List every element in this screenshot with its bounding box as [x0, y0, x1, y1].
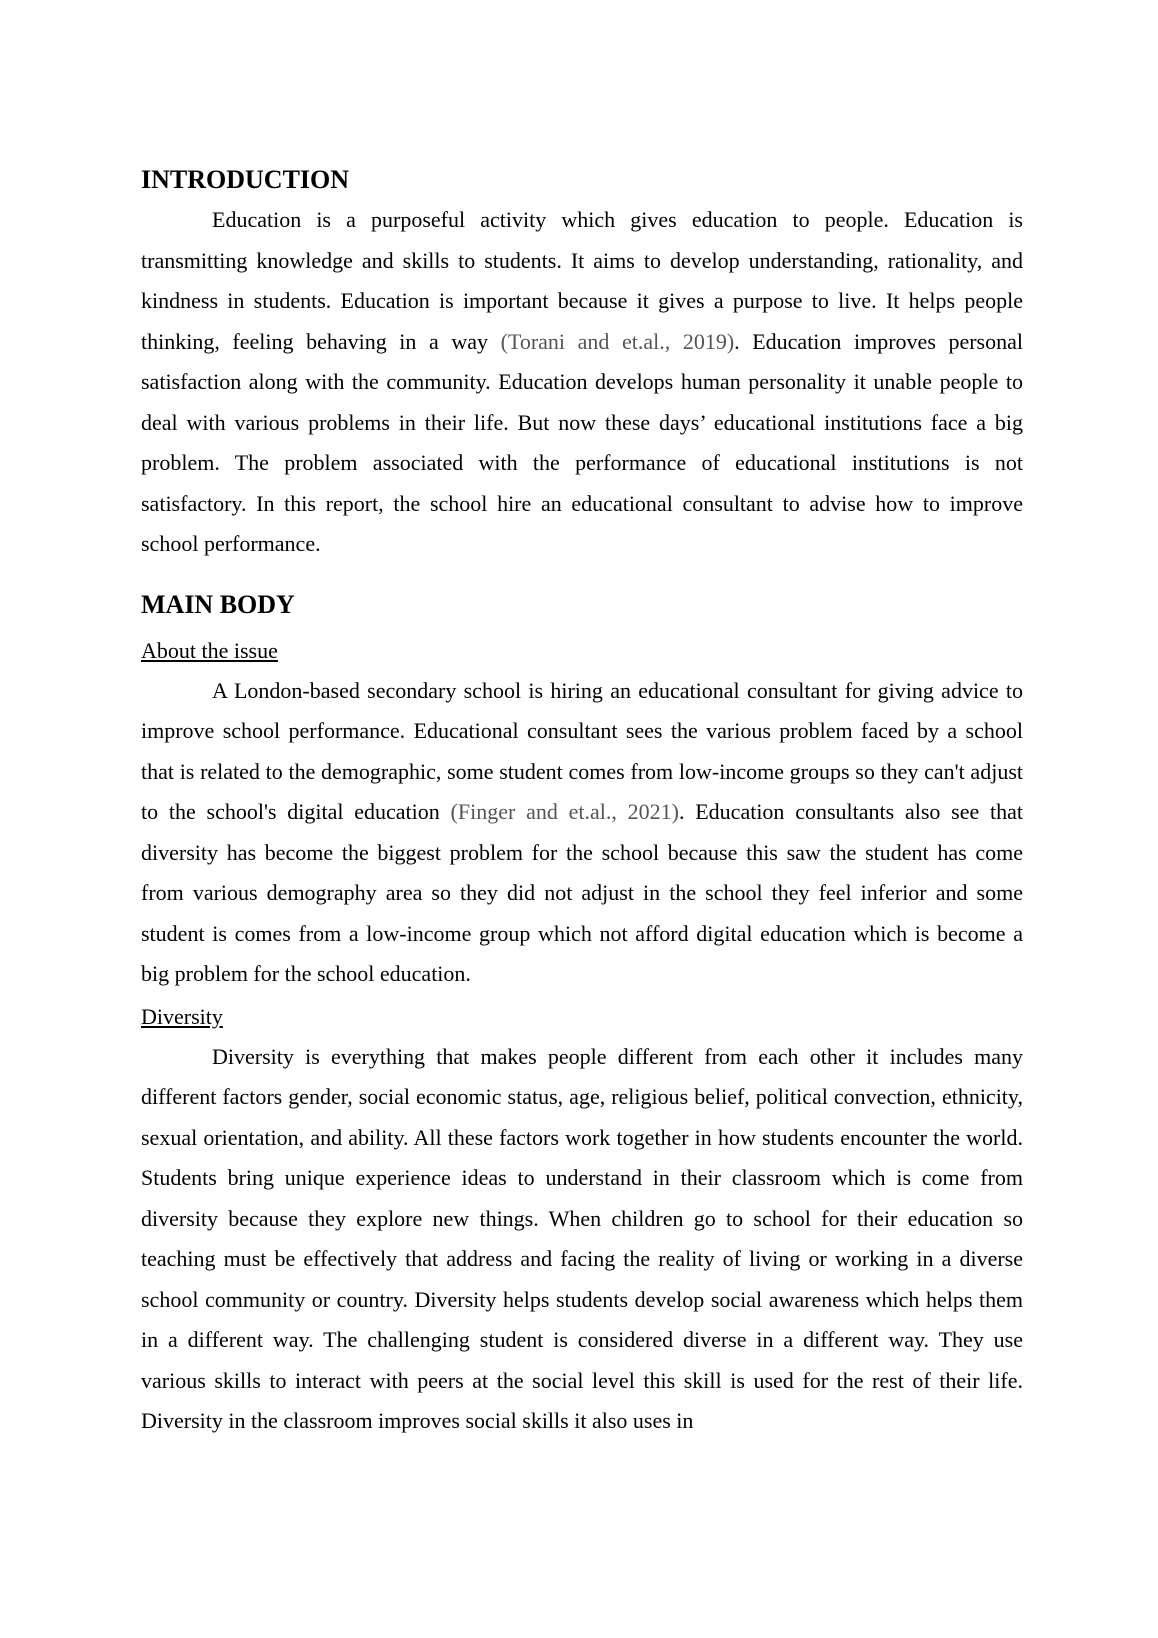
- introduction-heading: INTRODUCTION: [141, 165, 350, 194]
- intro-citation: (Torani and et.al., 2019): [500, 328, 735, 354]
- diversity-subheading: Diversity: [141, 1003, 223, 1029]
- intro-text-part-1: Education is a purposeful activity which gives education to people. Education is transmitting knowledge and skills to students. It aims to develop understanding, rationality, and kindness in students. Education is important because it gives a purpose to live. It helps people thinking, feeling behaving in a way: [141, 207, 1023, 354]
- about-issue-subheading: About the issue: [141, 637, 278, 663]
- about-issue-paragraph: [141, 671, 1023, 995]
- document-page: [141, 160, 1023, 1442]
- introduction-paragraph: [141, 200, 1023, 565]
- main-body-heading: MAIN BODY: [141, 589, 295, 619]
- issue-text-part-2: . Education consultants also see that diversity has become the biggest problem for the school because this saw the student has come from various demography area so they did not adjust in the school they feel inferior and some student is comes from a low-income group which not afford digital education which is become a big problem for the school education.: [141, 799, 1024, 986]
- issue-citation: (Finger and et.al., 2021): [450, 799, 679, 824]
- intro-text-part-2: . Education improves personal satisfaction along with the community. Education develops human personality it unable people to deal with various problems in their life. But now these days’ educational institutions face a big problem. The problem associated with the performance of educational institutions is not satisfactory. In this report, the school hire an educational consultant to advise how to improve school performance.: [141, 328, 1023, 556]
- issue-text-part-1: A London-based secondary school is hiring an educational consultant for giving advice to improve school performance. Educational consultant sees the various problem faced by a school that is related to the demographic, some student comes from low-income groups so they can't adjust to the school's digital education: [141, 677, 1023, 824]
- diversity-paragraph: Diversity is everything that makes people different from each other it includes many different factors gender, social economic status, age, religious belief, political convection, ethnicity, sexual orientation, and ability. All these factors work together in how students encounter the world. Students bring unique experience ideas to understand in their classroom which is come from diversity because they explore new things. When children go to school for their education so teaching must be effectively that address and facing the reality of living or working in a diverse school community or country. Diversity helps students develop social awareness which helps them in a different way. The challenging student is considered diverse in a different way. They use various skills to interact with peers at the social level this skill is used for the rest of their life. Diversity in the classroom improves social skills it also uses in: [141, 1043, 1023, 1433]
